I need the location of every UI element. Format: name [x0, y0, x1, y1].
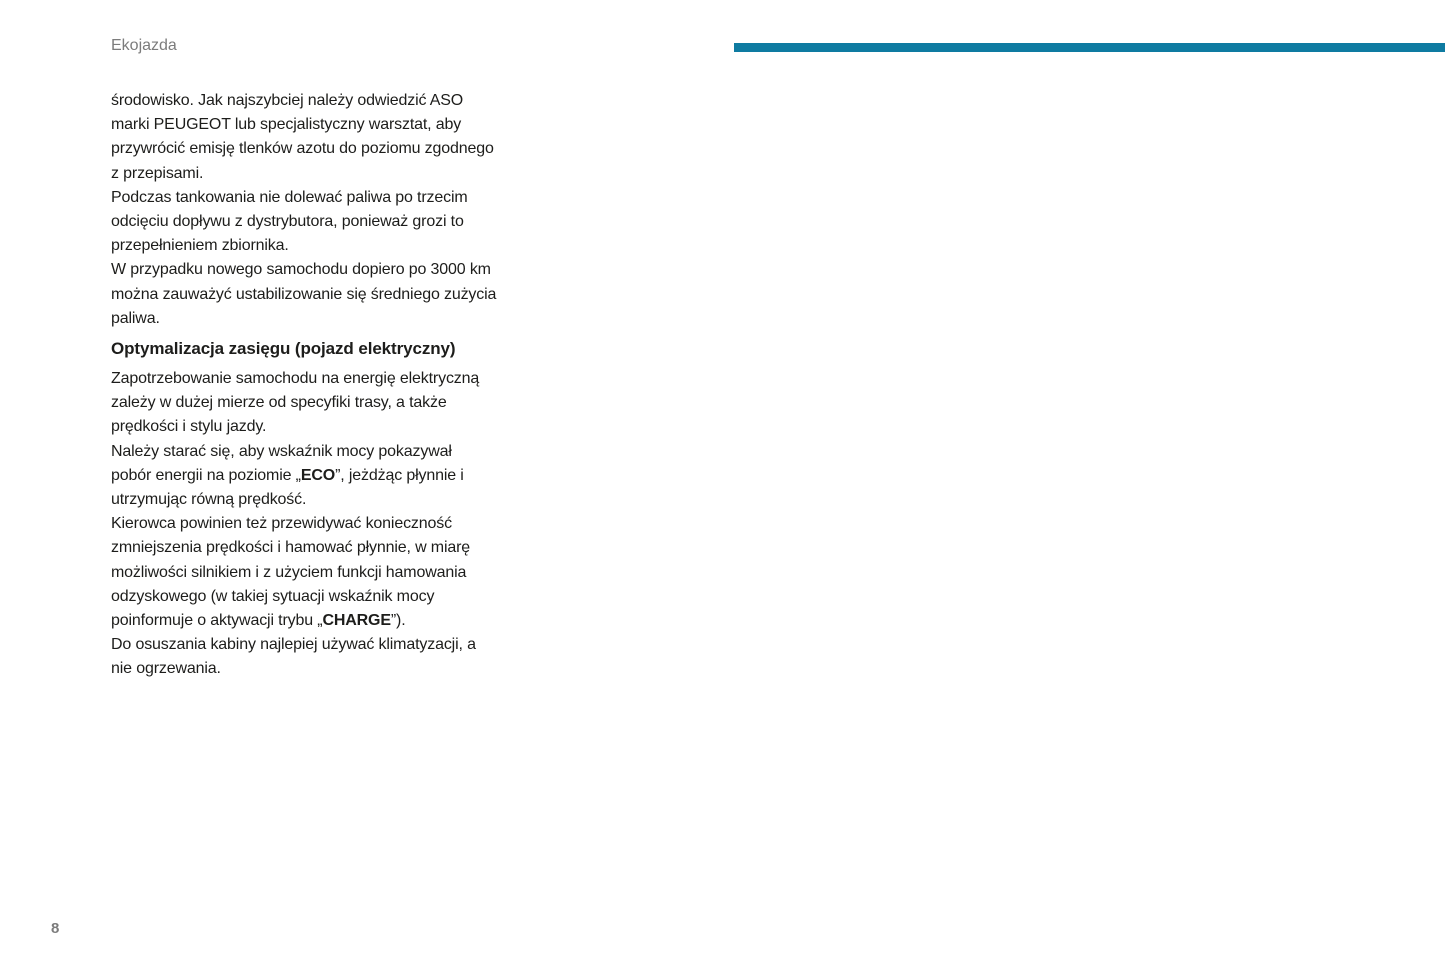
text-line: Zapotrzebowanie samochodu na energię elektryczną	[111, 370, 480, 388]
text-line: utrzymując równą prędkość.	[111, 491, 307, 509]
text-line: zależy w dużej mierze od specyfiki trasy, a także	[111, 394, 447, 412]
paragraph-energy-demand	[111, 367, 531, 440]
text-line: Kierowca powinien też przewidywać konieczność	[111, 515, 452, 533]
eco-mode-label: ECO	[300, 466, 336, 484]
text-line: przywrócić emisję tlenków azotu do poziomu zgodnego	[111, 140, 494, 158]
page-number: 8	[51, 920, 60, 937]
text-line: Należy starać się, aby wskaźnik mocy pokazywał	[111, 442, 452, 460]
paragraph-emission	[111, 89, 531, 186]
text-line: paliwa.	[111, 309, 160, 327]
text-line: można zauważyć ustabilizowanie się średniego zużycia	[111, 285, 497, 303]
text-line: odcięciu dopływu z dystrybutora, ponieważ grozi to	[111, 213, 464, 231]
paragraph-refueling	[111, 186, 531, 259]
text-line: odzyskowego (w takiej sytuacji wskaźnik mocy	[111, 587, 435, 605]
text-column	[111, 89, 531, 682]
text-line: nie ogrzewania.	[111, 660, 221, 678]
text-span: pobór energii na poziomie „	[111, 466, 301, 484]
paragraph-eco-mode	[111, 440, 531, 513]
text-span: ”, jeżdżąc płynnie i	[335, 466, 464, 484]
text-line: środowisko. Jak najszybciej należy odwiedzić ASO	[111, 92, 464, 109]
text-span: ”).	[390, 612, 406, 630]
text-line: prędkości i stylu jazdy.	[111, 418, 267, 436]
text-line: Do osuszania kabiny najlepiej używać klimatyzacji, a	[111, 636, 476, 654]
section-heading: Optymalizacja zasięgu (pojazd elektryczny)	[111, 339, 456, 359]
text-line: zmniejszenia prędkości i hamować płynnie, w miarę	[111, 539, 471, 557]
header-accent-bar	[734, 43, 1445, 52]
text-line: z przepisami.	[111, 164, 204, 182]
text-line: W przypadku nowego samochodu dopiero po 3000 km	[111, 261, 491, 279]
paragraph-new-vehicle	[111, 258, 531, 331]
paragraph-air-conditioning	[111, 633, 531, 681]
section-label: Ekojazda	[111, 37, 177, 54]
text-span: poinformuje o aktywacji trybu „	[111, 612, 323, 630]
text-line: marki PEUGEOT lub specjalistyczny warsztat, aby	[111, 116, 462, 134]
text-line: możliwości silnikiem i z użyciem funkcji hamowania	[111, 563, 467, 581]
text-line: Podczas tankowania nie dolewać paliwa po trzecim	[111, 188, 468, 206]
text-line	[111, 464, 531, 488]
paragraph-braking	[111, 512, 531, 633]
charge-mode-label: CHARGE	[322, 612, 391, 630]
text-line	[111, 609, 531, 633]
text-line: przepełnieniem zbiornika.	[111, 237, 289, 255]
